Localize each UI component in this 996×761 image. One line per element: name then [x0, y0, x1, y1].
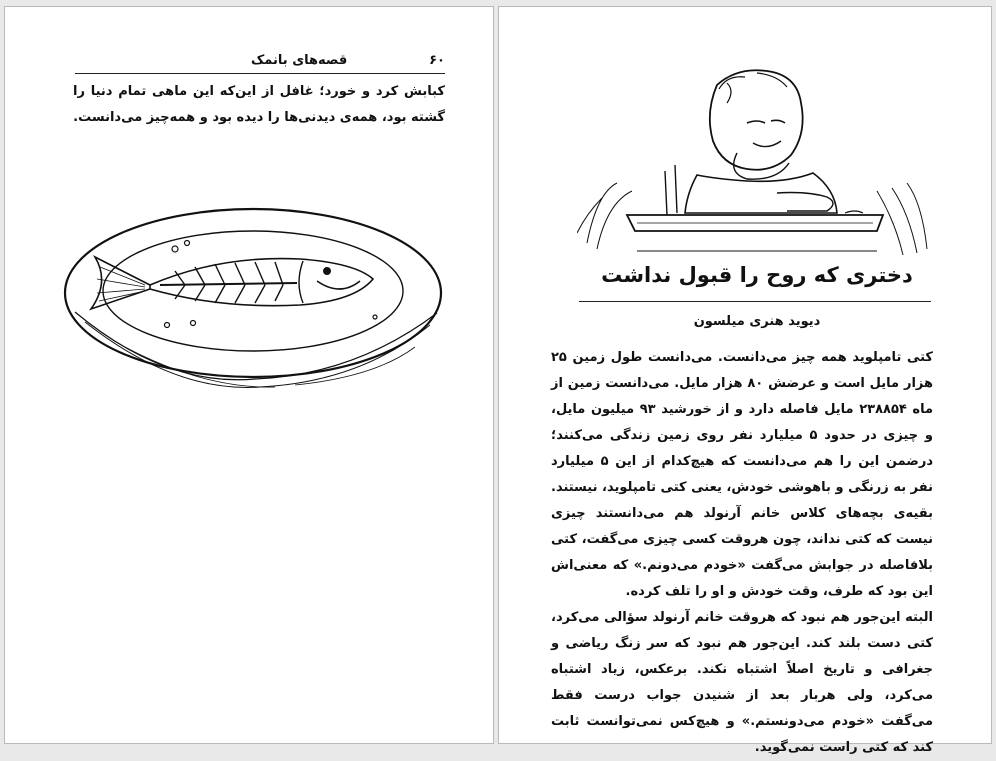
child-at-desk-illustration	[577, 63, 933, 257]
paragraph: کبابش کرد و خورد؛ غافل از این‌که این ماهی تمام دنیا را گشته بود، همه‌ی دیدنی‌ها را دیده بود و همه‌چیز می‌دانست.	[73, 84, 445, 125]
left-body-text	[73, 79, 445, 131]
chapter-title: دختری که روح را قبول نداشت	[601, 263, 913, 287]
title-divider	[579, 301, 931, 302]
book-title: قصه‌های بانمک	[251, 53, 348, 68]
right-page	[498, 6, 992, 755]
paragraph: البته این‌جور هم نبود که هروقت خانم آرنولد سؤالی می‌کرد، کتی دست بلند کند. این‌جور هم نبود که سر زنگ ریاضی و جغرافی و تاریخ اصلاً اشتباه نکند. برعکس، زیاد اشتباه می‌کرد، ولی هربار بعد از شنیدن جواب درست فقط می‌گفت «خودم می‌دونستم.» و هیچ‌کس نمی‌توانست ثابت کند که کتی راست نمی‌گوید.	[551, 610, 933, 755]
paragraph: کتی تامپلوید همه چیز می‌دانست. می‌دانست طول زمین ۲۵ هزار مایل است و عرضش ۸۰ هزار مایل. می‌دانست زمین از ماه ۲۳۸۸۵۴ مایل فاصله دارد و از خورشید ۹۳ میلیون مایل، و چیزی در حدود ۵ میلیارد نفر روی زمین زندگی می‌کنند؛ درضمن این را هم می‌دانست که هیچ‌کدام از این ۵ میلیارد نفر به زرنگی و باهوشی خودش، یعنی کتی تامپلوید، نیستند. بقیه‌ی بچه‌های کلاس خانم آرنولد هم می‌دانستند چیزی نیست که کتی نداند، چون هروقت کسی چیزی می‌گفت، کتی بلافاصله در جوابش می‌گفت «خودم می‌دونم.» که معنی‌اش این بود که طرف، وقت خودش و او را تلف کرده.	[551, 350, 934, 599]
right-body-text	[551, 345, 933, 761]
page-number: ۶۰	[429, 53, 445, 68]
author-name: دیوید هنری میلسون	[693, 314, 821, 329]
fish-on-plate-illustration	[55, 197, 455, 407]
running-head	[75, 51, 445, 74]
left-page	[4, 6, 494, 744]
